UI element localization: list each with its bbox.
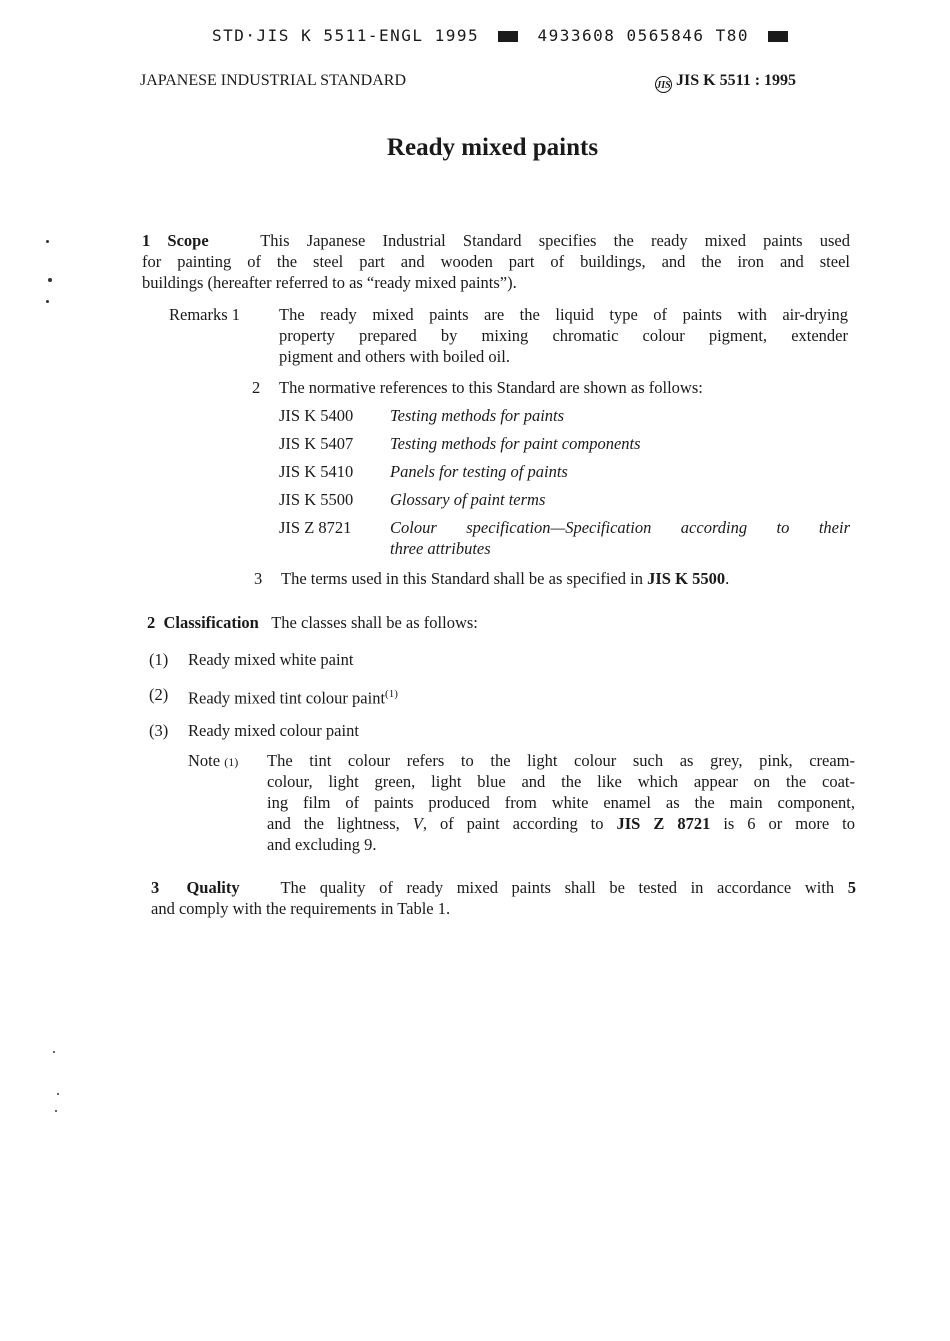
jis-mark-icon: JIS bbox=[655, 76, 672, 93]
scan-code-line bbox=[212, 25, 796, 46]
class-item-number: (1) bbox=[149, 650, 169, 669]
note-line: and excluding 9. bbox=[267, 835, 377, 854]
class-item-number: (2) bbox=[149, 685, 169, 704]
punct: . bbox=[725, 569, 730, 588]
standard-ref: JIS Z 8721 bbox=[616, 814, 711, 833]
section-heading: Scope bbox=[167, 231, 209, 250]
remark-line: The ready mixed paints are the liquid type of paints with air-drying bbox=[279, 305, 848, 324]
standard-ref: JIS K 5500 bbox=[647, 569, 726, 588]
note-line: ing film of paints produced from white enamel as the main component, bbox=[267, 793, 855, 812]
reference-code: JIS K 5500 bbox=[279, 490, 354, 509]
note-text: is 6 or more to bbox=[710, 814, 855, 833]
variable: V bbox=[412, 814, 423, 833]
scan-dot bbox=[46, 240, 49, 243]
scan-code-left: STD·JIS K 5511-ENGL 1995 bbox=[212, 26, 480, 45]
note-text: , of paint according to bbox=[422, 814, 617, 833]
note-line: colour, light green, light blue and the like which appear on the coat- bbox=[267, 772, 855, 791]
reference-title: Testing methods for paint components bbox=[390, 434, 641, 453]
clause-ref: 5 bbox=[847, 878, 857, 897]
standard-number: JIS K 5511 : 1995 bbox=[676, 72, 797, 89]
quality-text: The quality of ready mixed paints shall be tested in accordance with bbox=[280, 878, 848, 897]
reference-row bbox=[279, 489, 353, 510]
remark-number: 3 bbox=[254, 569, 263, 588]
black-bar-mark bbox=[498, 31, 518, 42]
class-item-text: Ready mixed colour paint bbox=[188, 721, 359, 740]
remark-3 bbox=[281, 568, 729, 589]
scan-dot bbox=[53, 1051, 55, 1053]
quality-line bbox=[151, 877, 856, 898]
section-classification bbox=[147, 612, 478, 633]
remark-2: The normative references to this Standard are shown as follows: bbox=[279, 378, 703, 397]
reference-title: Testing methods for paints bbox=[390, 406, 565, 425]
note-text: and the lightness, bbox=[267, 814, 413, 833]
remark-line: property prepared by mixing chromatic colour pigment, extender bbox=[279, 326, 848, 345]
remarks-label bbox=[169, 304, 240, 325]
remarks-word: Remarks bbox=[169, 305, 228, 324]
reference-title: Glossary of paint terms bbox=[390, 490, 546, 509]
footnote-marker: (1) bbox=[385, 688, 398, 700]
scan-dot bbox=[57, 1093, 59, 1095]
section-quality bbox=[151, 877, 856, 919]
scan-code-right: 4933608 0565846 T80 bbox=[537, 26, 749, 45]
note-line: The tint colour refers to the light colour such as grey, pink, cream- bbox=[267, 751, 855, 770]
reference-row bbox=[279, 461, 353, 482]
page-title: Ready mixed paints bbox=[386, 134, 599, 161]
class-item-text: Ready mixed white paint bbox=[188, 650, 354, 669]
reference-code: JIS K 5400 bbox=[279, 406, 354, 425]
header-standard-type: JAPANESE INDUSTRIAL STANDARD bbox=[140, 72, 406, 89]
section-number: 2 bbox=[147, 613, 156, 632]
black-bar-mark bbox=[768, 31, 788, 42]
scan-dot bbox=[55, 1110, 57, 1112]
reference-code: JIS K 5407 bbox=[279, 434, 354, 453]
scope-text: This Japanese Industrial Standard specifies the ready mixed paints used bbox=[260, 231, 850, 250]
section-scope bbox=[142, 230, 850, 293]
note-line bbox=[267, 813, 855, 834]
reference-title-line: three attributes bbox=[390, 539, 491, 558]
remark-number: 2 bbox=[252, 378, 261, 397]
reference-row bbox=[279, 433, 353, 454]
section-heading: Classification bbox=[163, 613, 259, 632]
reference-code: JIS K 5410 bbox=[279, 462, 354, 481]
section-heading: Quality bbox=[186, 878, 240, 897]
section-text: The classes shall be as follows: bbox=[271, 613, 478, 632]
reference-title-line: Colour specification—Specification according to their bbox=[390, 518, 850, 537]
section-number: 1 bbox=[142, 231, 151, 250]
note-body bbox=[267, 750, 855, 855]
section-number: 3 bbox=[151, 878, 160, 897]
quality-line: and comply with the requirements in Table 1. bbox=[151, 899, 451, 918]
reference-title bbox=[390, 517, 850, 559]
reference-row bbox=[279, 517, 351, 538]
remark-text: The terms used in this Standard shall be as specified in bbox=[281, 569, 648, 588]
reference-row bbox=[279, 405, 353, 426]
remark-number: 1 bbox=[231, 305, 241, 324]
scope-line: buildings (hereafter referred to as “ready mixed paints”). bbox=[142, 273, 517, 292]
note-word: Note bbox=[188, 751, 221, 770]
remark-1 bbox=[279, 304, 848, 367]
scope-line bbox=[142, 230, 850, 251]
class-item-label: Ready mixed tint colour paint bbox=[188, 688, 386, 708]
header-standard-number bbox=[655, 70, 796, 93]
class-item-number: (3) bbox=[149, 721, 169, 740]
note-number: (1) bbox=[224, 755, 239, 769]
remark-line: pigment and others with boiled oil. bbox=[279, 347, 510, 366]
class-item-text bbox=[188, 684, 398, 709]
scope-line: for painting of the steel part and wooden part of buildings, and the iron and steel bbox=[142, 252, 850, 271]
scan-dot bbox=[48, 278, 52, 282]
scan-dot bbox=[46, 300, 49, 303]
note-label bbox=[188, 750, 238, 773]
reference-code: JIS Z 8721 bbox=[279, 518, 352, 537]
reference-title: Panels for testing of paints bbox=[390, 462, 568, 481]
